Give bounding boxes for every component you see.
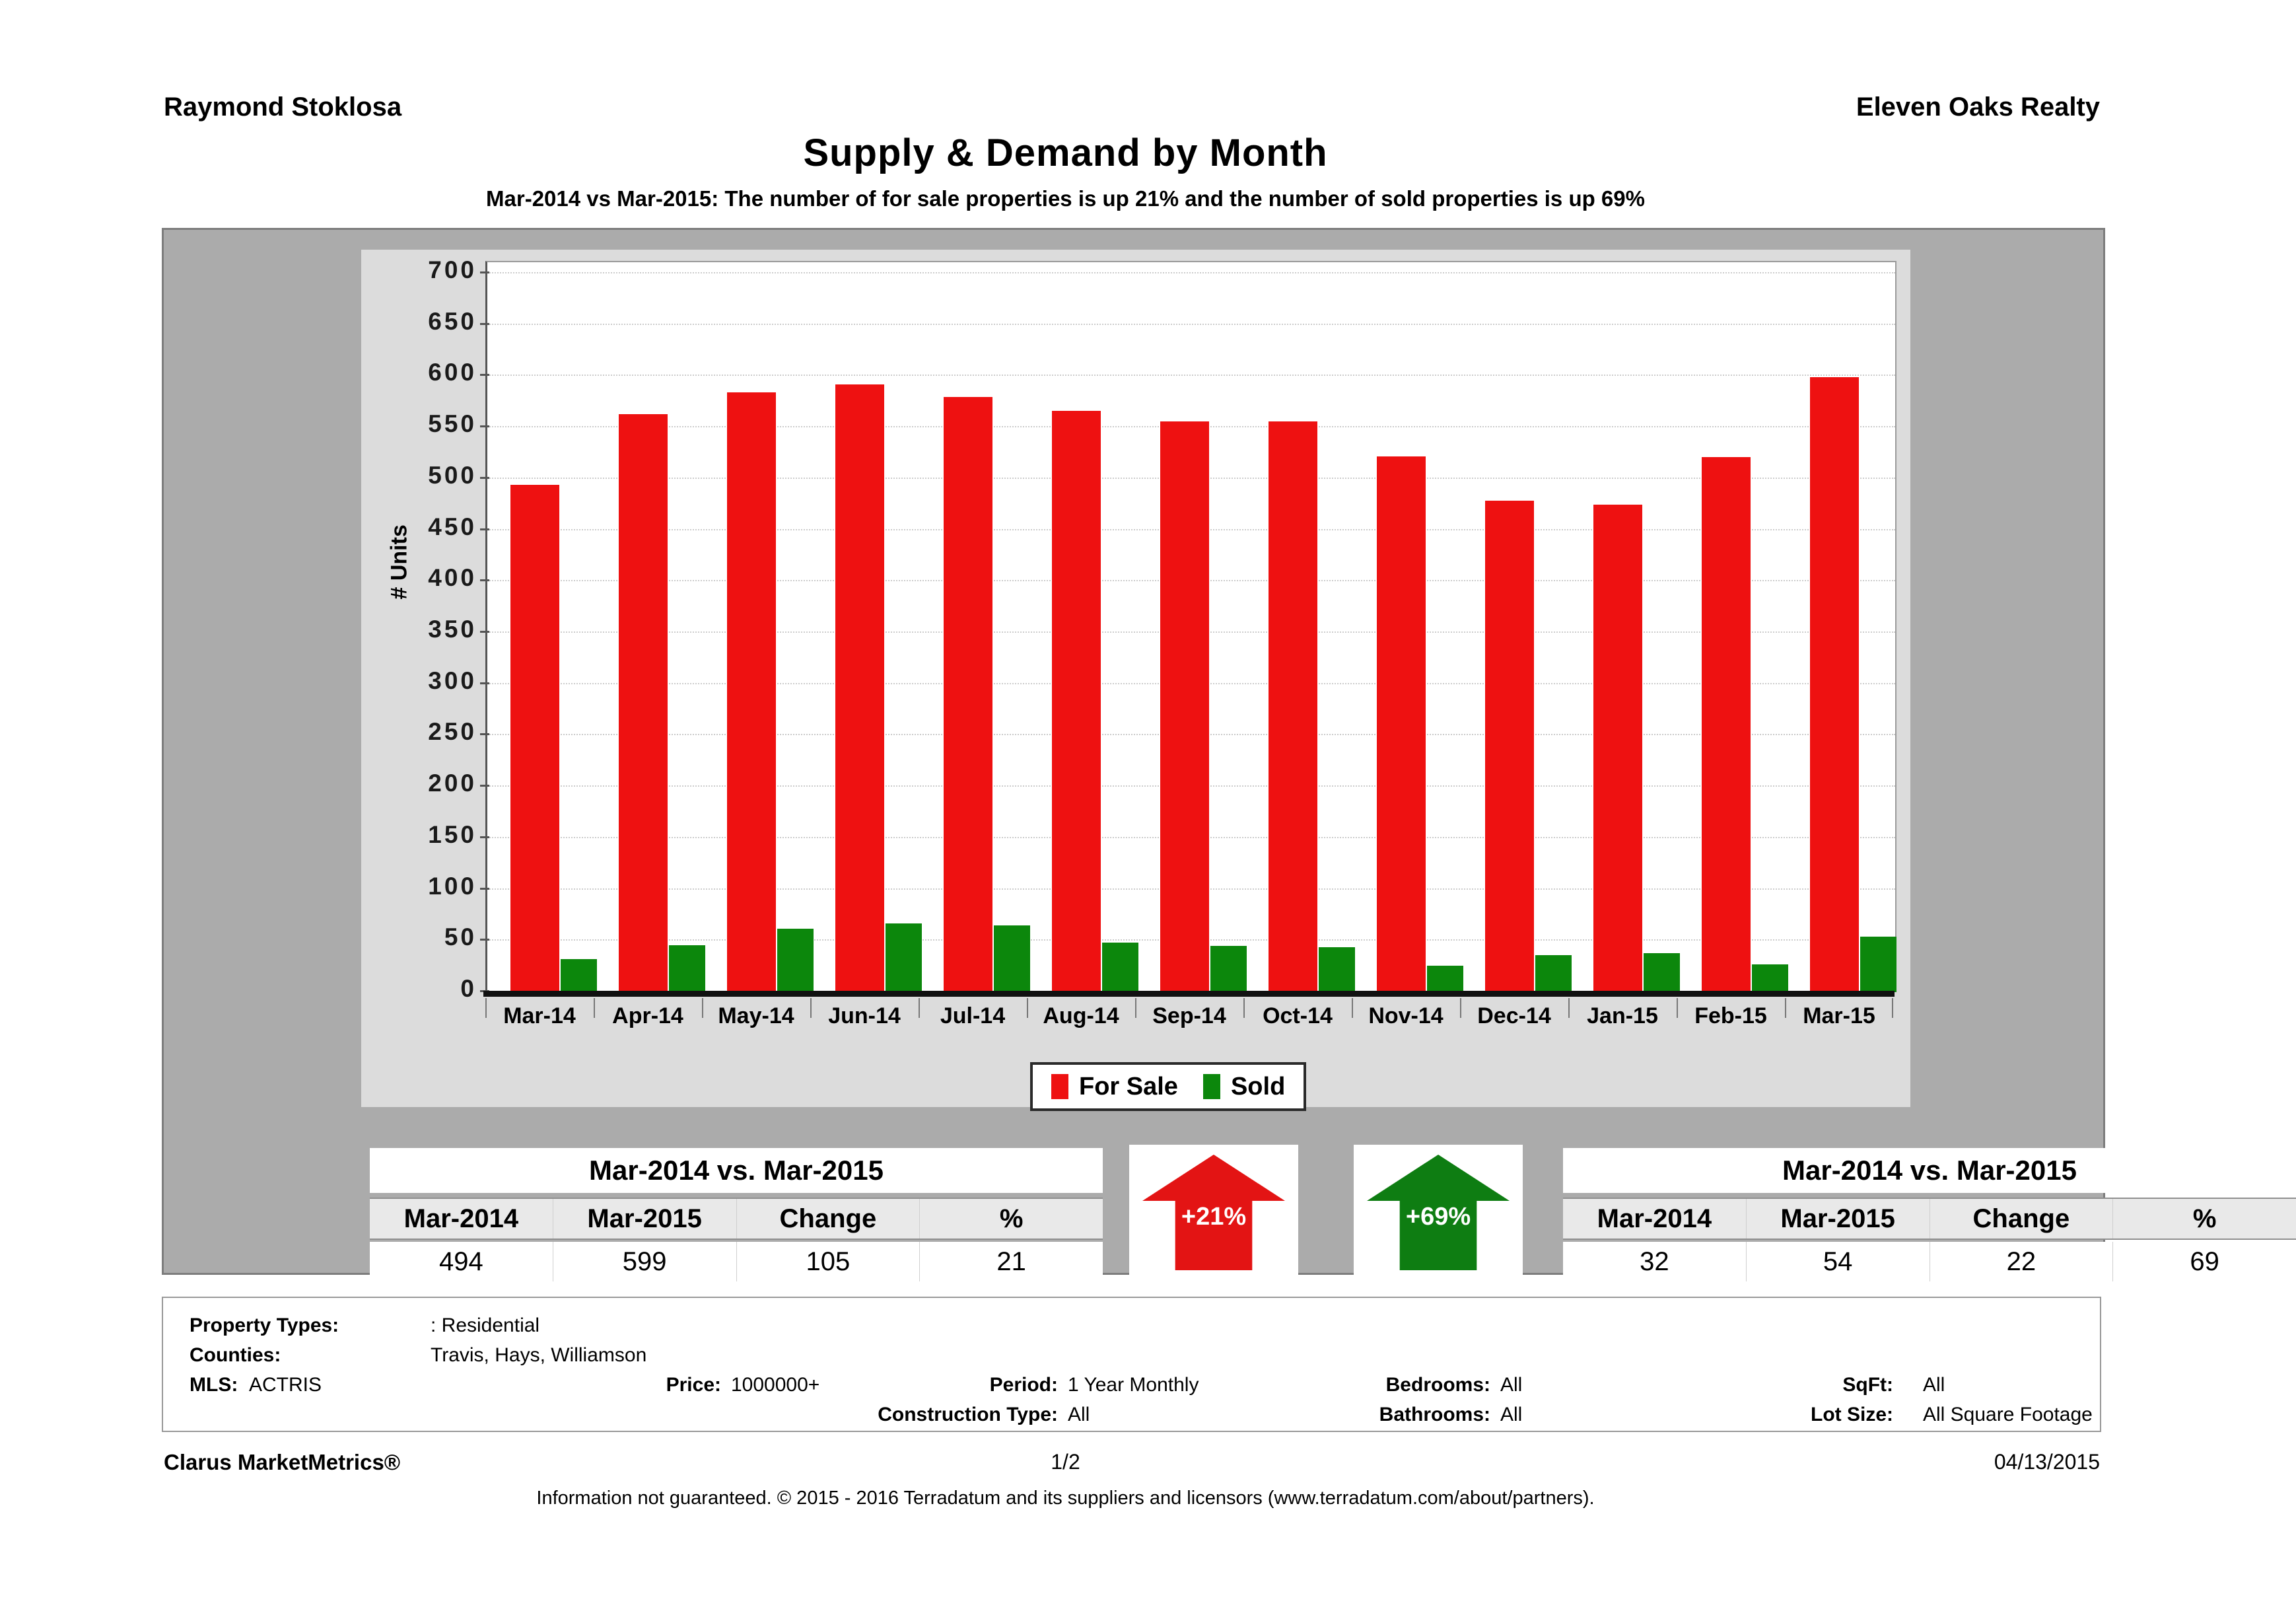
for-sale-bar [1269,421,1317,992]
x-tick-label: May-14 [702,997,810,1034]
sold-bar [1427,966,1463,992]
for-sale-change-badge [1129,1145,1298,1280]
x-tick-label: Jul-14 [919,997,1027,1034]
x-tick-mark [594,998,595,1018]
x-tick-label: Apr-14 [594,997,702,1034]
y-tick-label: 0 [460,975,477,1002]
x-tick-mark [810,998,812,1018]
table-value-cell: 32 [1640,1246,1669,1276]
gridline [487,324,1895,325]
sqft-label: SqFt: [1842,1374,1893,1396]
filter-details-panel [162,1297,2101,1432]
price-label: Price: [666,1374,721,1396]
property-types-label: Property Types: [190,1314,339,1336]
table-header-cell: Mar-2014 [403,1204,519,1233]
lot-size-value: All Square Footage [1923,1404,2093,1425]
y-tick-label: 100 [428,872,477,900]
table-header-row [1563,1198,2296,1240]
y-tick-label: 600 [428,359,477,386]
for-sale-bar [1052,411,1101,992]
x-tick-mark [1568,998,1570,1018]
legend-for-sale-label: For Sale [1079,1072,1178,1100]
x-tick-mark [1892,998,1893,1018]
y-tick-label: 400 [428,564,477,592]
chart-panel [361,250,2219,1276]
for-sale-bar [727,392,776,992]
y-tick-mark [480,271,489,273]
table-header-cell: Mar-2015 [1746,1199,1930,1239]
company-name: Eleven Oaks Realty [1856,92,2100,122]
for-sale-bar [1377,456,1426,992]
x-tick-label: Mar-15 [1785,997,1893,1034]
report-subtitle: Mar-2014 vs Mar-2015: The number of for sale properties is up 21% and the number of sold properties is up 69% [486,186,1645,211]
for-sale-bar [1593,505,1642,992]
table-header-cell: % [2112,1199,2296,1239]
y-tick-mark [480,682,489,684]
y-tick-mark [480,939,489,941]
y-tick-mark [480,631,489,633]
x-tick-mark [1135,998,1136,1018]
bathrooms-label: Bathrooms: [1379,1404,1490,1425]
sold-bar [561,959,597,992]
x-axis-labels [485,997,1893,1034]
sqft-value: All [1923,1374,1945,1396]
y-tick-mark [480,888,489,890]
sold-bar [1319,947,1355,992]
table-header-cell: Change [1930,1199,2113,1239]
sold-bar [1535,955,1572,992]
table-header-cell: % [919,1199,1103,1239]
sold-bar [1644,953,1680,992]
gridline [487,272,1895,273]
y-tick-label: 250 [428,718,477,746]
x-tick-mark [485,998,487,1018]
y-tick-label: 50 [444,923,477,951]
y-tick-label: 300 [428,666,477,694]
table-title: Mar-2014 vs. Mar-2015 [1563,1148,2296,1193]
y-axis-title: # Units [386,524,412,600]
disclaimer: Information not guaranteed. © 2015 - 2016 Terradatum and its suppliers and licensors (www.terradatum.com/about/partners). [536,1488,1595,1509]
for-sale-bar [1485,501,1534,993]
y-tick-mark [480,733,489,735]
x-tick-mark [1352,998,1353,1018]
for-sale-bar [1160,421,1209,992]
agent-name: Raymond Stoklosa [164,92,402,122]
sold-comparison-table [1563,1148,2296,1281]
y-tick-mark [480,836,489,838]
x-tick-label: Sep-14 [1135,997,1243,1034]
plot-area [485,261,1896,992]
x-tick-label: Mar-14 [485,997,594,1034]
x-tick-label: Jun-14 [810,997,919,1034]
chart-legend [1030,1062,1306,1111]
product-name: Clarus MarketMetrics® [164,1450,401,1474]
bedrooms-value: All [1500,1374,1523,1396]
report-title: Supply & Demand by Month [803,131,1328,174]
y-tick-label: 450 [428,513,477,540]
x-tick-label: Aug-14 [1027,997,1135,1034]
y-tick-label: 700 [428,256,477,283]
y-tick-label: 650 [428,307,477,335]
x-tick-mark [919,998,920,1018]
table-title: Mar-2014 vs. Mar-2015 [370,1148,1103,1193]
y-tick-label: 350 [428,616,477,643]
lot-size-label: Lot Size: [1811,1404,1893,1425]
for-sale-bar [1810,377,1859,992]
page-number: 1/2 [1051,1450,1080,1474]
x-tick-mark [1243,998,1245,1018]
period-value: 1 Year Monthly [1068,1374,1199,1396]
table-value-cell: 105 [736,1242,920,1281]
for-sale-bar [944,397,992,992]
y-tick-label: 550 [428,410,477,438]
table-value-cell: 22 [1930,1242,2113,1281]
construction-type-value: All [1068,1404,1090,1425]
x-tick-label: Nov-14 [1352,997,1460,1034]
table-value-row [1563,1242,2296,1281]
y-tick-label: 150 [428,820,477,848]
for-sale-bar [619,414,668,992]
y-tick-label: 200 [428,770,477,797]
legend-sold-label: Sold [1230,1072,1286,1100]
y-tick-mark [480,528,489,530]
counties-label: Counties: [190,1344,281,1366]
price-value: 1000000+ [731,1374,820,1396]
sold-bar [1752,964,1788,992]
period-label: Period: [989,1374,1058,1396]
sold-bar [886,923,922,992]
y-tick-mark [480,579,489,581]
x-tick-mark [1677,998,1678,1018]
y-tick-mark [480,425,489,427]
table-value-cell: 21 [919,1242,1103,1281]
table-value-cell: 54 [1746,1242,1930,1281]
x-tick-label: Oct-14 [1243,997,1352,1034]
x-tick-mark [702,998,703,1018]
sold-change-label: +69% [1405,1203,1471,1231]
for-sale-comparison-table [370,1148,1103,1281]
chart-frame [162,228,2219,1276]
x-tick-mark [1785,998,1786,1018]
mls-label: MLS: [190,1374,238,1396]
table-header-cell: Mar-2015 [553,1199,736,1239]
x-tick-mark [1460,998,1461,1018]
table-value-cell: 494 [439,1246,483,1276]
gridline [487,375,1895,376]
y-tick-mark [480,785,489,787]
sold-bar [1860,937,1896,992]
y-tick-mark [480,374,489,376]
sold-bar [994,925,1030,992]
x-tick-label: Feb-15 [1677,997,1785,1034]
for-sale-bar [835,384,884,992]
report-date: 04/13/2015 [1994,1450,2100,1474]
y-tick-mark [480,323,489,325]
table-value-row [370,1242,1103,1281]
sold-bar [777,929,814,992]
sold-bar [1102,943,1138,992]
for-sale-bar [510,485,559,992]
for-sale-change-label: +21% [1181,1203,1247,1231]
x-tick-label: Dec-14 [1460,997,1568,1034]
x-tick-mark [1027,998,1028,1018]
y-tick-label: 500 [428,461,477,489]
construction-type-label: Construction Type: [878,1404,1058,1425]
table-header-row [370,1198,1103,1240]
x-tick-label: Jan-15 [1568,997,1677,1034]
for-sale-bar [1702,457,1751,992]
table-value-cell: 599 [553,1242,736,1281]
mls-value: ACTRIS [249,1374,322,1396]
counties-value: Travis, Hays, Williamson [431,1344,647,1366]
table-value-cell: 69 [2112,1242,2296,1281]
x-axis-line [483,991,1895,997]
sold-bar [669,945,705,992]
table-header-cell: Mar-2014 [1597,1204,1712,1233]
y-tick-mark [480,477,489,479]
table-header-cell: Change [736,1199,920,1239]
bedrooms-label: Bedrooms: [1385,1374,1490,1396]
property-types-value: : Residential [431,1314,540,1336]
sold-bar [1210,946,1247,992]
bathrooms-value: All [1500,1404,1523,1425]
for-sale-swatch-icon [1051,1074,1068,1099]
sold-change-badge [1354,1145,1523,1280]
sold-swatch-icon [1203,1074,1220,1099]
